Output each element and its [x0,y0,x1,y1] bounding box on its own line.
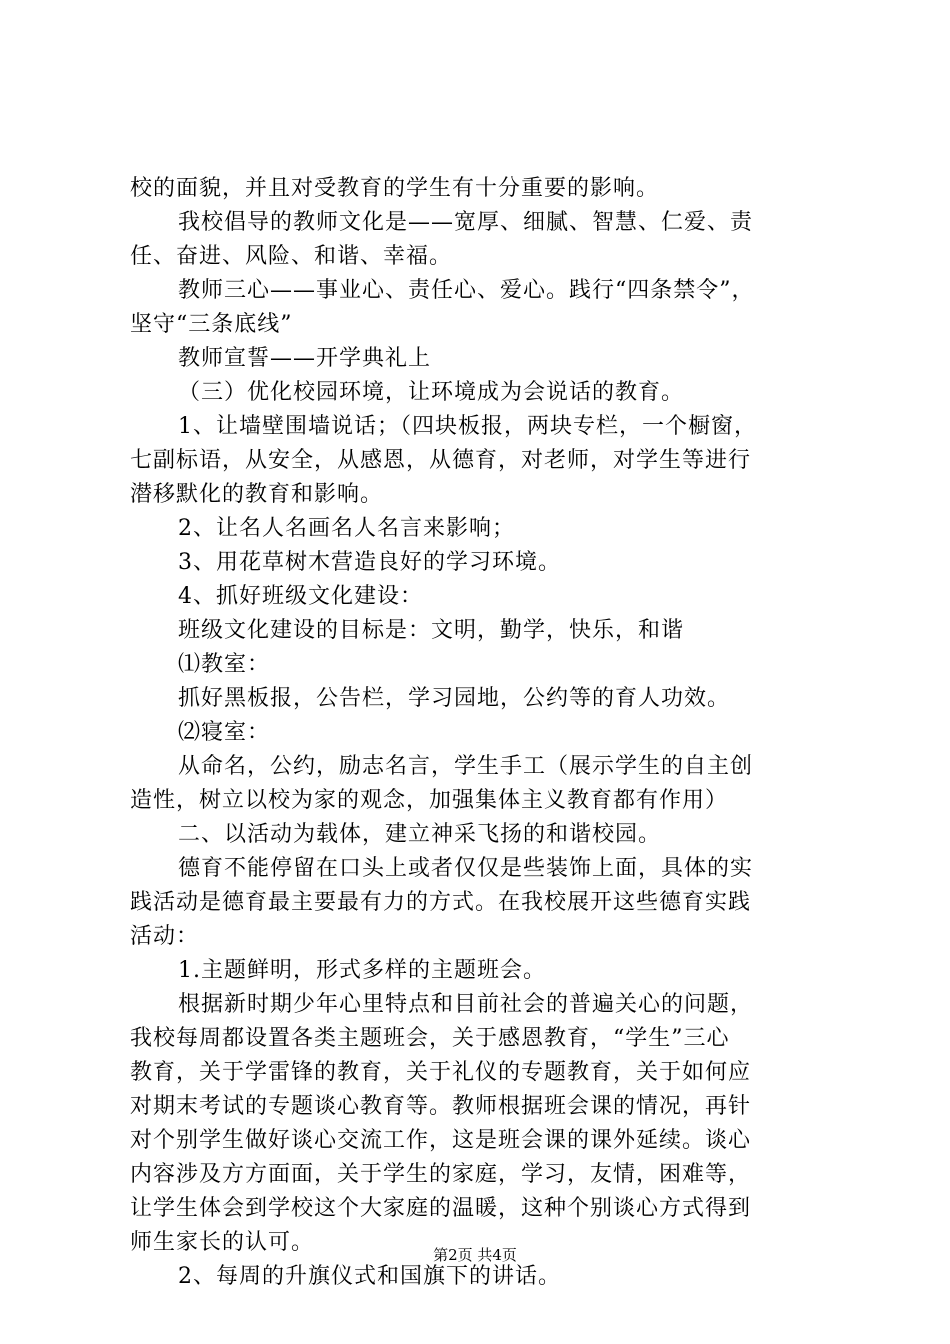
text-line: 践活动是德育最主要最有力的方式。在我校展开这些德育实践 [130,890,752,915]
text-line: 潜移默化的教育和影响。 [130,482,384,507]
text-line: 班级文化建设的目标是：文明，勤学，快乐，和谐 [178,618,685,643]
text-line: 1、让墙壁围墙说话；（四块板报，两块专栏，一个橱窗， [178,414,757,439]
text-line: 3、用花草树木营造良好的学习环境。 [178,550,561,575]
text-line: 抓好黑板报，公告栏，学习园地，公约等的育人功效。 [178,686,731,711]
text-line: 1.主题鲜明，形式多样的主题班会。 [178,958,546,983]
text-line: 任、奋进、风险、和谐、幸福。 [130,244,453,269]
text-line: ⑵寝室： [178,720,271,745]
text-line: 师生家长的认可。 [130,1230,315,1255]
text-line: 我校每周都设置各类主题班会，关于感恩教育，“学生”三心 [130,1026,730,1051]
text-line: （三）优化校园环境，让环境成为会说话的教育。 [178,380,685,405]
text-line: 七副标语，从安全，从感恩，从德育，对老师，对学生等进行 [130,448,752,473]
text-line: 根据新时期少年心里特点和目前社会的普遍关心的问题， [178,992,754,1017]
text-line: 教育，关于学雷锋的教育，关于礼仪的专题教育，关于如何应 [130,1060,752,1085]
text-line: 对期末考试的专题谈心教育等。教师根据班会课的情况，再针 [130,1094,752,1119]
page-footer: 第2页 共4页 [433,1246,517,1264]
text-line: 对个别学生做好谈心交流工作，这是班会课的课外延续。谈心 [130,1128,752,1153]
text-line: 德育不能停留在口头上或者仅仅是些装饰上面，具体的实 [178,856,754,881]
text-line: 我校倡导的教师文化是——宽厚、细腻、智慧、仁爱、责 [178,210,754,235]
text-line: ⑴教室： [178,652,271,677]
document-body [130,172,830,1294]
text-line: 二、以活动为载体，建立神采飞扬的和谐校园。 [178,822,662,847]
text-line: 造性，树立以校为家的观念，加强集体主义教育都有作用） [130,788,729,813]
text-line: 教师宣誓——开学典礼上 [178,346,432,371]
text-line: 让学生体会到学校这个大家庭的温暖，这种个别谈心方式得到 [130,1196,752,1221]
text-line: 校的面貌，并且对受教育的学生有十分重要的影响。 [130,176,660,201]
text-line: 教师三心——事业心、责任心、爱心。践行“四条禁令”， [178,278,755,303]
text-line: 从命名，公约，励志名言，学生手工（展示学生的自主创 [178,754,754,779]
text-line: 4、抓好班级文化建设： [178,584,423,609]
text-line: 2、让名人名画名人名言来影响； [178,516,515,541]
text-line: 坚守“三条底线” [130,312,293,337]
text-line: 活动： [130,924,200,949]
text-line: 内容涉及方方面面，关于学生的家庭，学习，友情，困难等， [130,1162,752,1187]
text-line: 2、每周的升旗仪式和国旗下的讲话。 [178,1264,561,1289]
